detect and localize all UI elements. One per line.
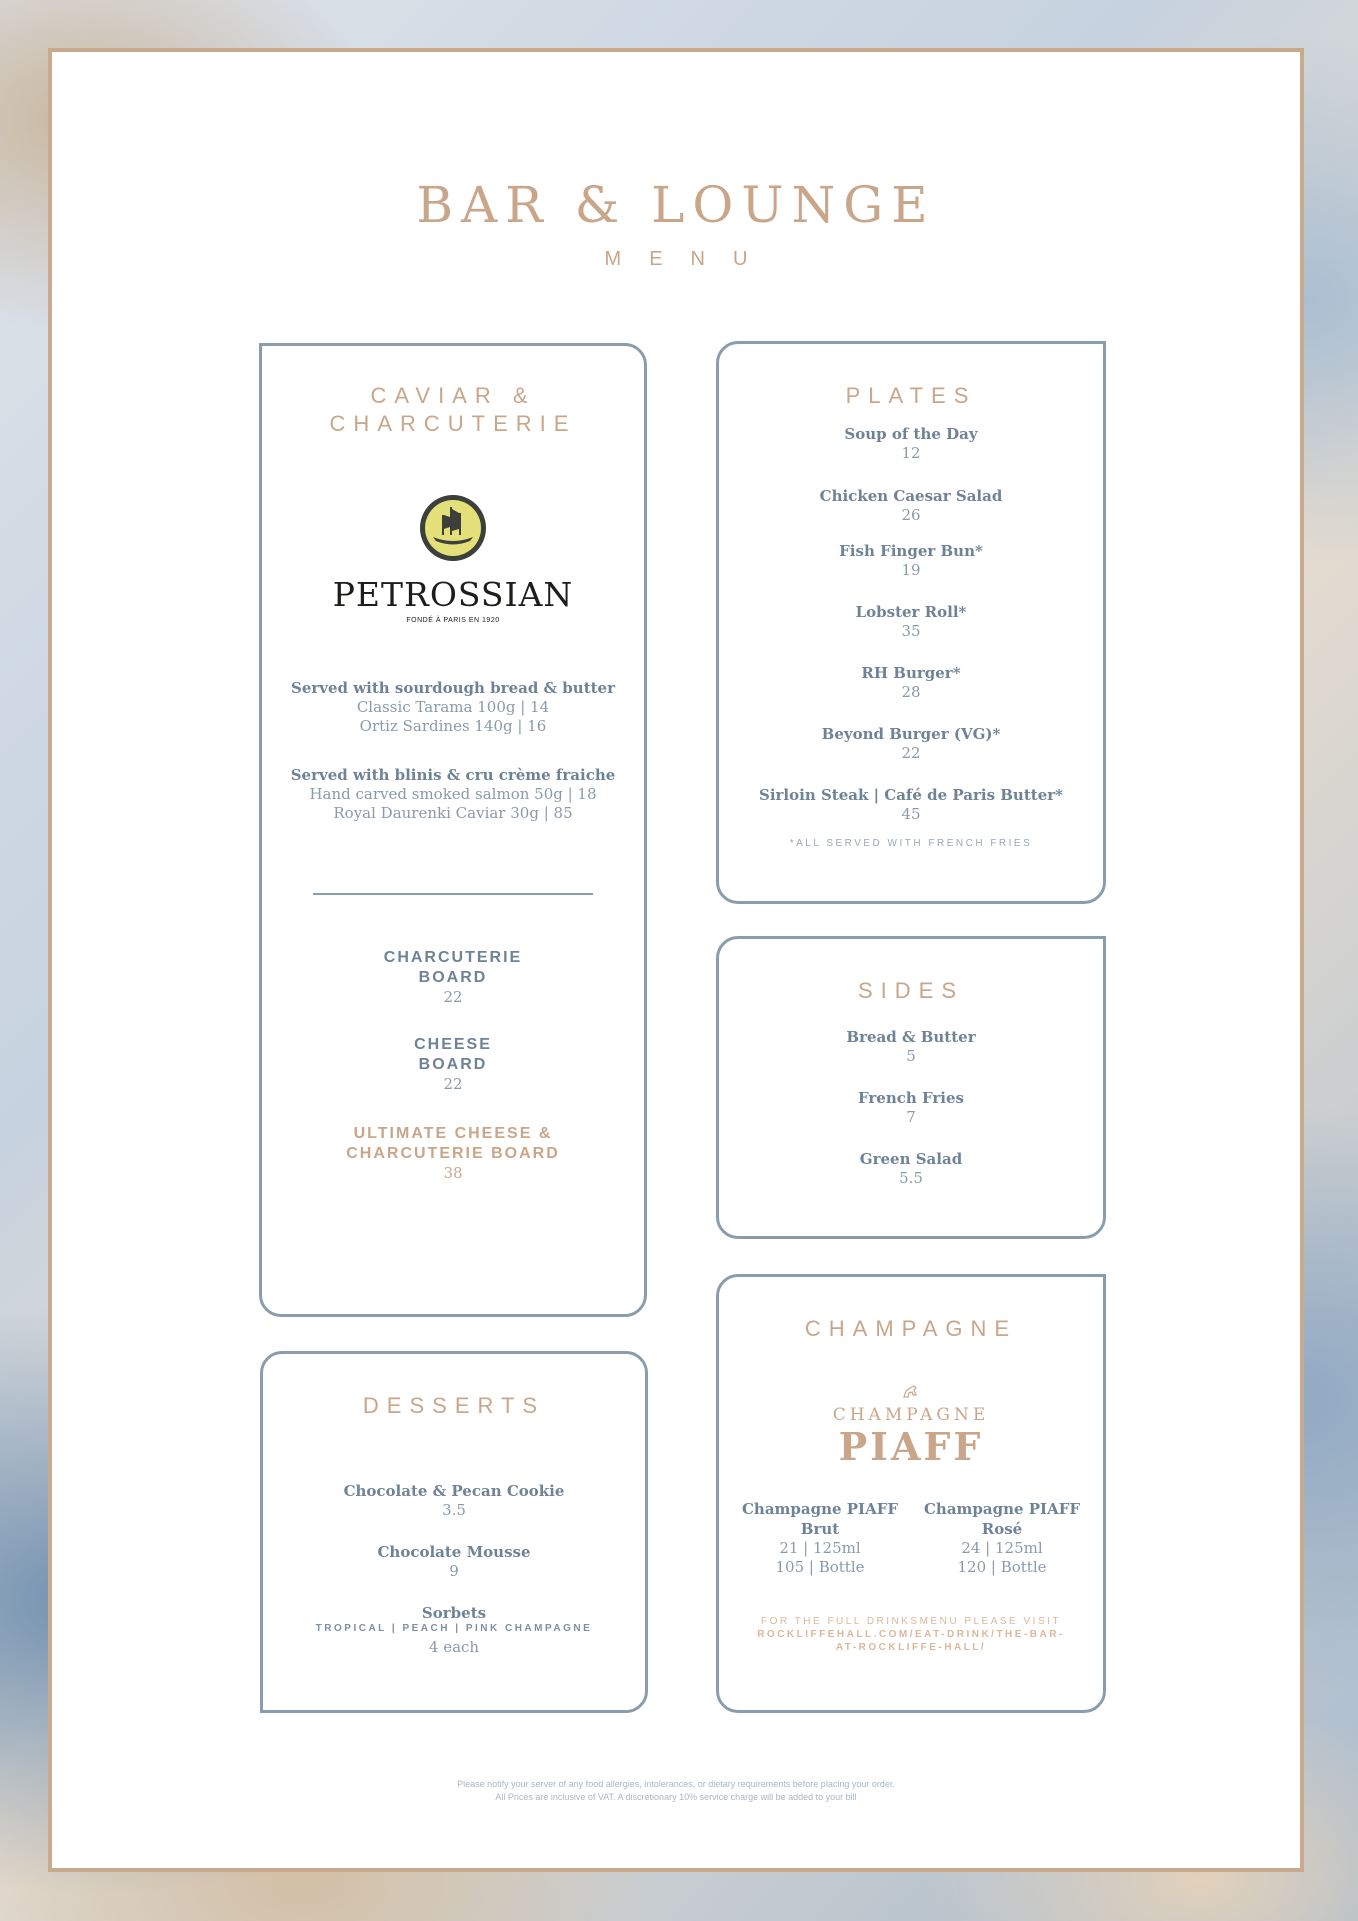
plates-card — [716, 341, 1106, 904]
list-item — [719, 785, 1103, 824]
item-price: 3.5 — [442, 1501, 466, 1519]
caviar-heading — [262, 382, 644, 438]
charcuterie-board — [262, 948, 644, 1007]
list-item — [719, 602, 1103, 641]
group-title: Served with sourdough bread & butter — [290, 679, 616, 697]
plates-heading: PLATES — [845, 383, 977, 408]
item-name: Bread & Butter — [846, 1028, 976, 1046]
caviar-heading-line1: CAVIAR & — [370, 383, 536, 408]
wine-name-line2: Rosé — [981, 1520, 1023, 1538]
item-price: 12 — [901, 444, 921, 462]
piaff-logo — [719, 1383, 1103, 1469]
menu-page — [48, 48, 1304, 1872]
item-name: Chocolate Mousse — [377, 1543, 531, 1561]
desserts-card — [260, 1351, 648, 1713]
ultimate-board — [262, 1124, 644, 1183]
champagne-wines — [719, 1499, 1103, 1577]
page-title: BAR & LOUNGE — [416, 176, 936, 234]
caviar-group-2 — [262, 765, 644, 823]
caviar-heading-line2: CHARCUTERIE — [329, 411, 577, 436]
link-line3: AT-ROCKLIFFE-HALL/ — [835, 1642, 987, 1653]
item-name: Fish Finger Bun* — [839, 542, 983, 560]
item-name: Chocolate & Pecan Cookie — [343, 1482, 565, 1500]
sorbet-flavours: TROPICAL | PEACH | PINK CHAMPAGNE — [315, 1623, 593, 1634]
list-item — [719, 1149, 1103, 1188]
drinks-menu-link[interactable] — [719, 1615, 1103, 1654]
board-price: 22 — [443, 988, 463, 1006]
item-name: Soup of the Day — [844, 425, 978, 443]
plates-list — [719, 424, 1103, 824]
item-name: RH Burger* — [861, 664, 961, 682]
desserts-list — [263, 1481, 645, 1657]
item-price: 45 — [901, 805, 921, 823]
board-name-line1: ULTIMATE CHEESE & — [353, 1125, 553, 1142]
champagne-card — [716, 1274, 1106, 1713]
board-name-line2: CHARCUTERIE BOARD — [346, 1145, 560, 1162]
board-name-line1: CHEESE — [414, 1036, 492, 1053]
board-name-line2: BOARD — [418, 969, 488, 986]
ship-emblem-icon — [418, 493, 488, 563]
list-item — [263, 1481, 645, 1520]
petrossian-tagline: FONDÉ À PARIS EN 1920 — [406, 617, 500, 624]
sides-list — [719, 1027, 1103, 1188]
petrossian-logo — [262, 493, 644, 624]
wine-name-line2: Brut — [800, 1520, 840, 1538]
list-item — [719, 424, 1103, 463]
piaff-top-text: CHAMPAGNE — [832, 1405, 990, 1425]
item-name: Green Salad — [859, 1150, 963, 1168]
list-item: Royal Daurenki Caviar 30g | 85 — [333, 804, 573, 822]
item-name: Sirloin Steak | Café de Paris Butter* — [758, 786, 1063, 804]
list-item — [719, 541, 1103, 580]
item-name: Chicken Caesar Salad — [819, 487, 1003, 505]
wine-brut — [742, 1499, 898, 1577]
footer-notice — [52, 1778, 1300, 1804]
link-line1: FOR THE FULL DRINKSMENU PLEASE VISIT — [760, 1616, 1062, 1627]
petrossian-wordmark: PETROSSIAN — [332, 575, 574, 614]
item-price: 4 each — [428, 1638, 480, 1656]
desserts-heading: DESSERTS — [362, 1393, 546, 1418]
board-name-line2: BOARD — [418, 1056, 488, 1073]
cheese-board — [262, 1035, 644, 1094]
footer-line2: All Prices are inclusive of VAT. A discretionary 10% service charge will be added to your bill — [495, 1792, 857, 1802]
champagne-heading: CHAMPAGNE — [804, 1316, 1018, 1341]
item-price: 35 — [901, 622, 921, 640]
caviar-card — [259, 343, 647, 1317]
list-item — [719, 486, 1103, 525]
list-item — [263, 1603, 645, 1657]
list-item: Hand carved smoked salmon 50g | 18 — [309, 785, 597, 803]
list-item — [719, 1088, 1103, 1127]
item-price: 5.5 — [899, 1169, 923, 1187]
item-price: 7 — [906, 1108, 916, 1126]
wine-name-line1: Champagne PIAFF — [923, 1500, 1081, 1518]
item-price: 5 — [906, 1047, 916, 1065]
list-item: Ortiz Sardines 140g | 16 — [359, 717, 547, 735]
item-price: 9 — [449, 1562, 459, 1580]
item-name: French Fries — [858, 1089, 964, 1107]
board-price: 38 — [443, 1164, 463, 1182]
board-name-line1: CHARCUTERIE — [383, 949, 523, 966]
wine-name-line1: Champagne PIAFF — [741, 1500, 899, 1518]
item-name: Sorbets — [421, 1604, 487, 1622]
footer-line1: Please notify your server of any food allergies, intolerances, or dietary requirements before placing your order. — [457, 1779, 895, 1789]
list-item: Classic Tarama 100g | 14 — [356, 698, 550, 716]
sides-heading: SIDES — [857, 978, 965, 1003]
wine-glass-price: 24 | 125ml — [961, 1539, 1043, 1557]
piaff-wordmark: PIAFF — [838, 1424, 984, 1469]
item-name: Lobster Roll* — [855, 603, 967, 621]
wine-rose — [924, 1499, 1080, 1577]
plates-note: *ALL SERVED WITH FRENCH FRIES — [789, 838, 1033, 849]
list-item — [719, 1027, 1103, 1066]
item-name: Beyond Burger (VG)* — [821, 725, 1001, 743]
wine-glass-price: 21 | 125ml — [779, 1539, 861, 1557]
sides-card — [716, 936, 1106, 1239]
item-price: 26 — [901, 506, 921, 524]
wine-bottle-price: 105 | Bottle — [775, 1558, 865, 1576]
list-item — [719, 724, 1103, 763]
list-item — [719, 663, 1103, 702]
item-price: 19 — [901, 561, 921, 579]
section-divider — [313, 893, 593, 895]
list-item — [263, 1542, 645, 1581]
board-price: 22 — [443, 1075, 463, 1093]
item-price: 22 — [901, 744, 921, 762]
item-price: 28 — [901, 683, 921, 701]
wine-bottle-price: 120 | Bottle — [957, 1558, 1047, 1576]
group-title: Served with blinis & cru crème fraiche — [290, 766, 616, 784]
link-line2: ROCKLIFFEHALL.COM/EAT-DRINK/THE-BAR- — [757, 1629, 1065, 1640]
caviar-group-1 — [262, 678, 644, 736]
page-subtitle: MENU — [604, 248, 776, 270]
horse-emblem-icon — [900, 1383, 922, 1401]
